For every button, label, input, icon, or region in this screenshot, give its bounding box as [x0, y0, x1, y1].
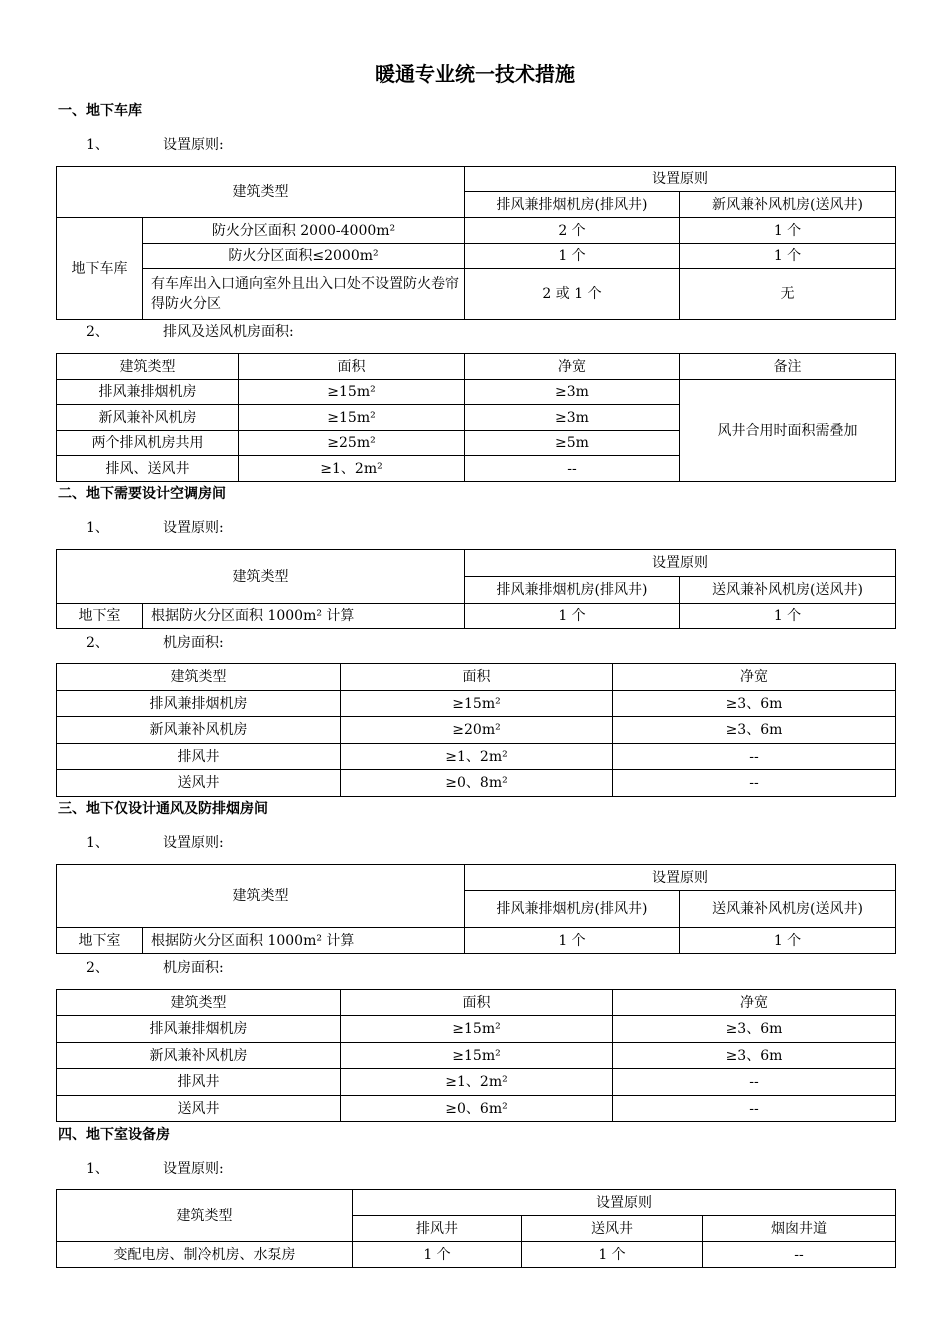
table-row — [57, 691, 896, 717]
cell-area: ≥1、2m² — [341, 744, 613, 770]
cell-width: ≥5m — [465, 431, 680, 456]
header-supply-shaft: 送风井 — [522, 1216, 703, 1242]
header-principle: 设置原则 — [465, 167, 896, 192]
cell-width: ≥3、6m — [613, 691, 896, 717]
subsection-text: 设置原则: — [163, 137, 224, 153]
cell-area: ≥15m² — [239, 405, 465, 431]
cell-condition: 防火分区面积≤2000m² — [143, 244, 465, 269]
cell-type: 排风井 — [57, 1069, 341, 1096]
table-row — [57, 244, 896, 269]
subsection-text: 机房面积: — [163, 635, 224, 651]
subsection-label — [86, 833, 224, 853]
header-exhaust-shaft: 排风井 — [353, 1216, 522, 1242]
cell-value: 1 个 — [680, 928, 896, 954]
cell-width: -- — [613, 744, 896, 770]
cell-value: 1 个 — [353, 1242, 522, 1268]
cell-width: -- — [613, 1096, 896, 1122]
header-building-type: 建筑类型 — [57, 550, 465, 604]
table-row — [57, 380, 896, 405]
header-building-type: 建筑类型 — [57, 990, 341, 1016]
cell-area: ≥15m² — [341, 1016, 613, 1043]
table-ac-room-area — [56, 663, 896, 797]
document-title: 暖通专业统一技术措施 — [375, 62, 575, 86]
header-area: 面积 — [341, 664, 613, 691]
cell-area: ≥20m² — [341, 717, 613, 744]
cell-value: 1 个 — [465, 244, 680, 269]
table-row — [57, 928, 896, 954]
cell-value: 无 — [680, 269, 896, 320]
cell-type: 新风兼补风机房 — [57, 405, 239, 431]
cell-value: 2 个 — [465, 218, 680, 244]
cell-type: 变配电房、制冷机房、水泵房 — [57, 1242, 353, 1268]
table-garage-principles — [56, 166, 896, 320]
subsection-number: 2、 — [86, 960, 109, 976]
section-heading: 二、地下需要设计空调房间 — [58, 486, 226, 502]
table-row — [57, 1096, 896, 1122]
cell-width: ≥3、6m — [613, 1016, 896, 1043]
subsection-number: 1、 — [86, 835, 109, 851]
cell-area: ≥0、6m² — [341, 1096, 613, 1122]
header-chimney-shaft: 烟囱井道 — [703, 1216, 896, 1242]
header-building-type: 建筑类型 — [57, 1190, 353, 1242]
header-area: 面积 — [239, 354, 465, 380]
cell-type: 排风兼排烟机房 — [57, 1016, 341, 1043]
cell-condition: 有车库出入口通向室外且出入口处不设置防火卷帘得防火分区 — [143, 269, 465, 320]
subsection-label — [86, 958, 224, 978]
cell-area: ≥1、2m² — [239, 456, 465, 482]
header-clear-width: 净宽 — [613, 990, 896, 1016]
header-principle: 设置原则 — [353, 1190, 896, 1216]
subsection-number: 1、 — [86, 137, 109, 153]
subsection-text: 设置原则: — [163, 520, 224, 536]
cell-area: ≥15m² — [341, 1043, 613, 1069]
table-equipment-room-principles — [56, 1189, 896, 1268]
cell-area: ≥0、8m² — [341, 770, 613, 797]
cell-type: 两个排风机房共用 — [57, 431, 239, 456]
cell-area: ≥15m² — [239, 380, 465, 405]
subsection-label — [86, 322, 294, 342]
header-building-type: 建筑类型 — [57, 664, 341, 691]
section-heading: 一、地下车库 — [58, 103, 142, 119]
table-row — [57, 717, 896, 744]
table-vent-principles — [56, 864, 896, 954]
cell-type: 新风兼补风机房 — [57, 1043, 341, 1069]
cell-width: -- — [465, 456, 680, 482]
table-ac-principles — [56, 549, 896, 629]
table-vent-room-area — [56, 989, 896, 1122]
cell-type: 排风兼排烟机房 — [57, 380, 239, 405]
subsection-text: 排风及送风机房面积: — [163, 324, 294, 340]
cell-width: ≥3、6m — [613, 1043, 896, 1069]
table-garage-room-area — [56, 353, 896, 482]
table-row — [57, 1016, 896, 1043]
header-exhaust-room: 排风兼排烟机房(排风井) — [465, 577, 680, 604]
subsection-label — [86, 518, 224, 538]
cell-remark: 风井合用时面积需叠加 — [680, 380, 896, 482]
table-row — [57, 1069, 896, 1096]
table-row — [57, 1242, 896, 1268]
cell-value: 2 或 1 个 — [465, 269, 680, 320]
cell-type: 送风井 — [57, 1096, 341, 1122]
header-exhaust-room: 排风兼排烟机房(排风井) — [465, 891, 680, 928]
cell-value: 1 个 — [680, 244, 896, 269]
cell-type: 排风、送风井 — [57, 456, 239, 482]
cell-value: 1 个 — [465, 604, 680, 629]
header-building-type: 建筑类型 — [57, 354, 239, 380]
cell-value: 1 个 — [465, 928, 680, 954]
cell-value: 1 个 — [522, 1242, 703, 1268]
cell-area: ≥25m² — [239, 431, 465, 456]
cell-condition: 根据防火分区面积 1000m² 计算 — [143, 604, 465, 629]
cell-type: 排风井 — [57, 744, 341, 770]
table-row — [57, 1043, 896, 1069]
subsection-label — [86, 1159, 224, 1179]
subsection-label — [86, 135, 224, 155]
cell-width: ≥3、6m — [613, 717, 896, 744]
cell-width: ≥3m — [465, 380, 680, 405]
subsection-text: 机房面积: — [163, 960, 224, 976]
header-area: 面积 — [341, 990, 613, 1016]
cell-type: 送风井 — [57, 770, 341, 797]
cell-type: 排风兼排烟机房 — [57, 691, 341, 717]
subsection-text: 设置原则: — [163, 1161, 224, 1177]
table-row — [57, 218, 896, 244]
header-clear-width: 净宽 — [613, 664, 896, 691]
subsection-number: 1、 — [86, 1161, 109, 1177]
header-supply-room: 新风兼补风机房(送风井) — [680, 192, 896, 218]
header-building-type: 建筑类型 — [57, 865, 465, 928]
header-remark: 备注 — [680, 354, 896, 380]
table-row — [57, 269, 896, 320]
section-heading: 四、地下室设备房 — [58, 1127, 170, 1143]
subsection-number: 1、 — [86, 520, 109, 536]
cell-area: ≥1、2m² — [341, 1069, 613, 1096]
cell-width: -- — [613, 770, 896, 797]
cell-type: 新风兼补风机房 — [57, 717, 341, 744]
header-clear-width: 净宽 — [465, 354, 680, 380]
subsection-text: 设置原则: — [163, 835, 224, 851]
table-row — [57, 770, 896, 797]
subsection-number: 2、 — [86, 635, 109, 651]
cell-width: ≥3m — [465, 405, 680, 431]
table-row — [57, 744, 896, 770]
header-principle: 设置原则 — [465, 865, 896, 891]
header-supply-room: 送风兼补风机房(送风井) — [680, 891, 896, 928]
table-row — [57, 604, 896, 629]
header-supply-room: 送风兼补风机房(送风井) — [680, 577, 896, 604]
cell-value: 1 个 — [680, 218, 896, 244]
cell-type: 地下室 — [57, 604, 143, 629]
cell-value: -- — [703, 1242, 896, 1268]
header-exhaust-room: 排风兼排烟机房(排风井) — [465, 192, 680, 218]
cell-condition: 根据防火分区面积 1000m² 计算 — [143, 928, 465, 954]
cell-area: ≥15m² — [341, 691, 613, 717]
header-principle: 设置原则 — [465, 550, 896, 577]
subsection-number: 2、 — [86, 324, 109, 340]
cell-width: -- — [613, 1069, 896, 1096]
header-building-type: 建筑类型 — [57, 167, 465, 218]
cell-value: 1 个 — [680, 604, 896, 629]
cell-type: 地下室 — [57, 928, 143, 954]
subsection-label — [86, 633, 224, 653]
cell-condition: 防火分区面积 2000-4000m² — [143, 218, 465, 244]
section-heading: 三、地下仅设计通风及防排烟房间 — [58, 801, 268, 817]
row-group-label: 地下车库 — [57, 218, 143, 320]
